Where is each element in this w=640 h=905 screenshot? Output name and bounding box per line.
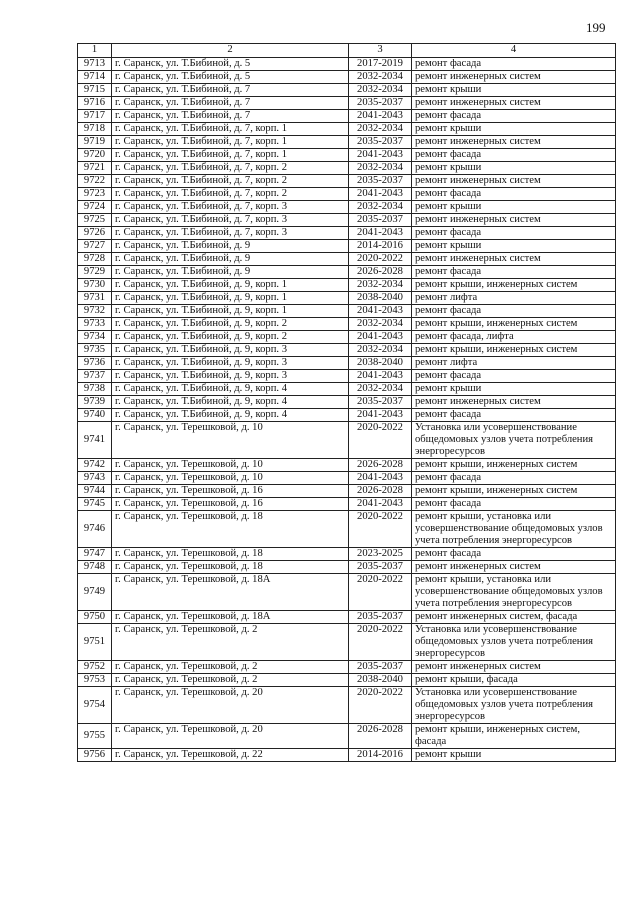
row-number-cell: 9752 <box>78 661 112 674</box>
table-row <box>78 459 616 472</box>
address-cell: г. Саранск, ул. Т.Бибиной, д. 7, корп. 3 <box>112 201 349 214</box>
period-cell: 2020-2022 <box>349 511 412 548</box>
address-cell: г. Саранск, ул. Т.Бибиной, д. 9, корп. 4 <box>112 409 349 422</box>
row-number-cell: 9724 <box>78 201 112 214</box>
row-number-cell: 9719 <box>78 136 112 149</box>
work-type-cell: ремонт крыши <box>412 162 616 175</box>
work-type-cell: ремонт фасада <box>412 370 616 383</box>
work-type-cell: ремонт фасада <box>412 149 616 162</box>
work-type-cell: ремонт фасада <box>412 266 616 279</box>
table-row <box>78 97 616 110</box>
address-cell: г. Саранск, ул. Т.Бибиной, д. 5 <box>112 58 349 71</box>
period-cell: 2041-2043 <box>349 188 412 201</box>
table-row <box>78 240 616 253</box>
row-number-cell: 9726 <box>78 227 112 240</box>
table-row <box>78 472 616 485</box>
table-row <box>78 396 616 409</box>
address-cell: г. Саранск, ул. Т.Бибиной, д. 7, корп. 1 <box>112 136 349 149</box>
row-number-cell: 9723 <box>78 188 112 201</box>
row-number-cell: 9730 <box>78 279 112 292</box>
row-number-cell: 9754 <box>78 687 112 724</box>
period-cell: 2020-2022 <box>349 422 412 459</box>
row-number-cell: 9745 <box>78 498 112 511</box>
row-number-cell: 9747 <box>78 548 112 561</box>
address-cell: г. Саранск, ул. Терешковой, д. 10 <box>112 459 349 472</box>
row-number-cell: 9753 <box>78 674 112 687</box>
table-row <box>78 162 616 175</box>
table-row <box>78 370 616 383</box>
period-cell: 2032-2034 <box>349 318 412 331</box>
address-cell: г. Саранск, ул. Т.Бибиной, д. 9, корп. 1 <box>112 292 349 305</box>
table-row <box>78 253 616 266</box>
row-number-cell: 9713 <box>78 58 112 71</box>
work-type-cell: ремонт фасада <box>412 188 616 201</box>
address-cell: г. Саранск, ул. Т.Бибиной, д. 7, корп. 3 <box>112 214 349 227</box>
period-cell: 2035-2037 <box>349 97 412 110</box>
table-row <box>78 724 616 749</box>
table-row <box>78 71 616 84</box>
table-row <box>78 123 616 136</box>
work-type-cell: ремонт фасада <box>412 58 616 71</box>
period-cell: 2041-2043 <box>349 370 412 383</box>
period-cell: 2035-2037 <box>349 214 412 227</box>
table-row <box>78 344 616 357</box>
row-number-cell: 9751 <box>78 624 112 661</box>
work-type-cell: ремонт инженерных систем, фасада <box>412 611 616 624</box>
table-row <box>78 485 616 498</box>
address-cell: г. Саранск, ул. Т.Бибиной, д. 7, корп. 3 <box>112 227 349 240</box>
column-header-work: 4 <box>412 44 616 58</box>
work-type-cell: ремонт крыши <box>412 240 616 253</box>
work-type-cell: ремонт крыши <box>412 383 616 396</box>
row-number-cell: 9733 <box>78 318 112 331</box>
period-cell: 2035-2037 <box>349 611 412 624</box>
address-cell: г. Саранск, ул. Т.Бибиной, д. 9, корп. 3 <box>112 370 349 383</box>
period-cell: 2020-2022 <box>349 574 412 611</box>
period-cell: 2041-2043 <box>349 472 412 485</box>
period-cell: 2026-2028 <box>349 485 412 498</box>
work-type-cell: ремонт инженерных систем <box>412 97 616 110</box>
table-row <box>78 227 616 240</box>
table-row <box>78 357 616 370</box>
period-cell: 2020-2022 <box>349 687 412 724</box>
period-cell: 2032-2034 <box>349 84 412 97</box>
work-type-cell: ремонт фасада <box>412 472 616 485</box>
period-cell: 2032-2034 <box>349 279 412 292</box>
table-row <box>78 175 616 188</box>
address-cell: г. Саранск, ул. Т.Бибиной, д. 9 <box>112 253 349 266</box>
period-cell: 2038-2040 <box>349 674 412 687</box>
address-cell: г. Саранск, ул. Терешковой, д. 18А <box>112 611 349 624</box>
work-type-cell: ремонт крыши <box>412 123 616 136</box>
table-row <box>78 305 616 318</box>
period-cell: 2026-2028 <box>349 459 412 472</box>
address-cell: г. Саранск, ул. Т.Бибиной, д. 9, корп. 2 <box>112 318 349 331</box>
address-cell: г. Саранск, ул. Т.Бибиной, д. 9, корп. 3 <box>112 344 349 357</box>
work-type-cell: ремонт фасада <box>412 305 616 318</box>
work-type-cell: ремонт крыши, инженерных систем <box>412 344 616 357</box>
address-cell: г. Саранск, ул. Терешковой, д. 18 <box>112 548 349 561</box>
address-cell: г. Саранск, ул. Терешковой, д. 2 <box>112 624 349 661</box>
work-type-cell: ремонт фасада <box>412 227 616 240</box>
row-number-cell: 9725 <box>78 214 112 227</box>
address-cell: г. Саранск, ул. Т.Бибиной, д. 9, корп. 4 <box>112 383 349 396</box>
row-number-cell: 9717 <box>78 110 112 123</box>
address-cell: г. Саранск, ул. Терешковой, д. 18 <box>112 561 349 574</box>
work-type-cell: Установка или усовершенствование общедомовых узлов учета потребления энергоресурсов <box>412 422 616 459</box>
period-cell: 2038-2040 <box>349 292 412 305</box>
table-body <box>78 58 616 762</box>
table-row <box>78 749 616 762</box>
table-row <box>78 383 616 396</box>
row-number-cell: 9735 <box>78 344 112 357</box>
row-number-cell: 9715 <box>78 84 112 97</box>
table-row <box>78 422 616 459</box>
period-cell: 2041-2043 <box>349 409 412 422</box>
address-cell: г. Саранск, ул. Терешковой, д. 10 <box>112 472 349 485</box>
period-cell: 2041-2043 <box>349 305 412 318</box>
address-cell: г. Саранск, ул. Терешковой, д. 16 <box>112 485 349 498</box>
period-cell: 2038-2040 <box>349 357 412 370</box>
period-cell: 2026-2028 <box>349 266 412 279</box>
period-cell: 2041-2043 <box>349 149 412 162</box>
table-row <box>78 110 616 123</box>
address-cell: г. Саранск, ул. Терешковой, д. 20 <box>112 687 349 724</box>
period-cell: 2035-2037 <box>349 661 412 674</box>
row-number-cell: 9738 <box>78 383 112 396</box>
address-cell: г. Саранск, ул. Т.Бибиной, д. 7, корп. 2 <box>112 162 349 175</box>
work-type-cell: ремонт крыши <box>412 749 616 762</box>
period-cell: 2023-2025 <box>349 548 412 561</box>
row-number-cell: 9728 <box>78 253 112 266</box>
table-row <box>78 611 616 624</box>
table-row <box>78 201 616 214</box>
address-cell: г. Саранск, ул. Т.Бибиной, д. 9, корп. 4 <box>112 396 349 409</box>
table-row <box>78 674 616 687</box>
work-type-cell: ремонт крыши, установка или усовершенствование общедомовых узлов учета потребления энергоресурсов <box>412 511 616 548</box>
table-row <box>78 511 616 548</box>
column-header-period: 3 <box>349 44 412 58</box>
row-number-cell: 9736 <box>78 357 112 370</box>
row-number-cell: 9739 <box>78 396 112 409</box>
period-cell: 2041-2043 <box>349 110 412 123</box>
work-type-cell: Установка или усовершенствование общедомовых узлов учета потребления энергоресурсов <box>412 687 616 724</box>
work-type-cell: ремонт инженерных систем <box>412 253 616 266</box>
address-cell: г. Саранск, ул. Терешковой, д. 18А <box>112 574 349 611</box>
row-number-cell: 9740 <box>78 409 112 422</box>
period-cell: 2032-2034 <box>349 383 412 396</box>
address-cell: г. Саранск, ул. Т.Бибиной, д. 7, корп. 2 <box>112 175 349 188</box>
work-type-cell: ремонт инженерных систем <box>412 136 616 149</box>
table-row <box>78 318 616 331</box>
table-row <box>78 561 616 574</box>
period-cell: 2032-2034 <box>349 344 412 357</box>
table-row <box>78 687 616 724</box>
table-row <box>78 188 616 201</box>
address-cell: г. Саранск, ул. Терешковой, д. 16 <box>112 498 349 511</box>
period-cell: 2035-2037 <box>349 561 412 574</box>
address-cell: г. Саранск, ул. Т.Бибиной, д. 9, корп. 2 <box>112 331 349 344</box>
table-row <box>78 84 616 97</box>
row-number-cell: 9714 <box>78 71 112 84</box>
repair-schedule-table <box>77 43 616 762</box>
row-number-cell: 9718 <box>78 123 112 136</box>
address-cell: г. Саранск, ул. Т.Бибиной, д. 7 <box>112 97 349 110</box>
address-cell: г. Саранск, ул. Терешковой, д. 18 <box>112 511 349 548</box>
period-cell: 2041-2043 <box>349 331 412 344</box>
address-cell: г. Саранск, ул. Т.Бибиной, д. 9, корп. 1 <box>112 279 349 292</box>
table-row <box>78 58 616 71</box>
period-cell: 2020-2022 <box>349 624 412 661</box>
row-number-cell: 9731 <box>78 292 112 305</box>
work-type-cell: ремонт крыши, фасада <box>412 674 616 687</box>
row-number-cell: 9732 <box>78 305 112 318</box>
address-cell: г. Саранск, ул. Т.Бибиной, д. 5 <box>112 71 349 84</box>
address-cell: г. Саранск, ул. Терешковой, д. 22 <box>112 749 349 762</box>
period-cell: 2035-2037 <box>349 136 412 149</box>
table-row <box>78 149 616 162</box>
table-row <box>78 136 616 149</box>
row-number-cell: 9746 <box>78 511 112 548</box>
period-cell: 2035-2037 <box>349 396 412 409</box>
work-type-cell: ремонт крыши, инженерных систем, фасада <box>412 724 616 749</box>
row-number-cell: 9749 <box>78 574 112 611</box>
row-number-cell: 9742 <box>78 459 112 472</box>
table-row <box>78 661 616 674</box>
address-cell: г. Саранск, ул. Т.Бибиной, д. 9, корп. 1 <box>112 305 349 318</box>
period-cell: 2014-2016 <box>349 240 412 253</box>
address-cell: г. Саранск, ул. Терешковой, д. 10 <box>112 422 349 459</box>
period-cell: 2020-2022 <box>349 253 412 266</box>
work-type-cell: ремонт фасада <box>412 548 616 561</box>
work-type-cell: ремонт крыши <box>412 201 616 214</box>
row-number-cell: 9721 <box>78 162 112 175</box>
row-number-cell: 9722 <box>78 175 112 188</box>
address-cell: г. Саранск, ул. Терешковой, д. 20 <box>112 724 349 749</box>
period-cell: 2032-2034 <box>349 162 412 175</box>
work-type-cell: ремонт крыши, инженерных систем <box>412 279 616 292</box>
period-cell: 2026-2028 <box>349 724 412 749</box>
work-type-cell: ремонт инженерных систем <box>412 661 616 674</box>
table-row <box>78 409 616 422</box>
work-type-cell: ремонт инженерных систем <box>412 396 616 409</box>
table-row <box>78 624 616 661</box>
address-cell: г. Саранск, ул. Т.Бибиной, д. 7, корп. 1 <box>112 123 349 136</box>
period-cell: 2041-2043 <box>349 498 412 511</box>
row-number-cell: 9744 <box>78 485 112 498</box>
work-type-cell: ремонт крыши, инженерных систем <box>412 485 616 498</box>
row-number-cell: 9756 <box>78 749 112 762</box>
address-cell: г. Саранск, ул. Т.Бибиной, д. 9 <box>112 266 349 279</box>
address-cell: г. Саранск, ул. Т.Бибиной, д. 9 <box>112 240 349 253</box>
work-type-cell: ремонт крыши <box>412 84 616 97</box>
work-type-cell: ремонт крыши, инженерных систем <box>412 459 616 472</box>
row-number-cell: 9734 <box>78 331 112 344</box>
period-cell: 2032-2034 <box>349 71 412 84</box>
work-type-cell: Установка или усовершенствование общедомовых узлов учета потребления энергоресурсов <box>412 624 616 661</box>
period-cell: 2014-2016 <box>349 749 412 762</box>
address-cell: г. Саранск, ул. Терешковой, д. 2 <box>112 674 349 687</box>
work-type-cell: ремонт крыши, инженерных систем <box>412 318 616 331</box>
row-number-cell: 9750 <box>78 611 112 624</box>
work-type-cell: ремонт лифта <box>412 357 616 370</box>
table-row <box>78 266 616 279</box>
row-number-cell: 9716 <box>78 97 112 110</box>
address-cell: г. Саранск, ул. Т.Бибиной, д. 7, корп. 1 <box>112 149 349 162</box>
table-row <box>78 574 616 611</box>
row-number-cell: 9737 <box>78 370 112 383</box>
row-number-cell: 9729 <box>78 266 112 279</box>
period-cell: 2032-2034 <box>349 201 412 214</box>
table-row <box>78 331 616 344</box>
work-type-cell: ремонт инженерных систем <box>412 175 616 188</box>
table-row <box>78 292 616 305</box>
table-row <box>78 214 616 227</box>
work-type-cell: ремонт инженерных систем <box>412 214 616 227</box>
period-cell: 2041-2043 <box>349 227 412 240</box>
table-row <box>78 498 616 511</box>
work-type-cell: ремонт лифта <box>412 292 616 305</box>
period-cell: 2035-2037 <box>349 175 412 188</box>
address-cell: г. Саранск, ул. Т.Бибиной, д. 7 <box>112 110 349 123</box>
row-number-cell: 9720 <box>78 149 112 162</box>
work-type-cell: ремонт фасада <box>412 110 616 123</box>
work-type-cell: ремонт фасада, лифта <box>412 331 616 344</box>
period-cell: 2032-2034 <box>349 123 412 136</box>
work-type-cell: ремонт крыши, установка или усовершенствование общедомовых узлов учета потребления энергоресурсов <box>412 574 616 611</box>
work-type-cell: ремонт фасада <box>412 498 616 511</box>
period-cell: 2017-2019 <box>349 58 412 71</box>
column-header-number: 1 <box>78 44 112 58</box>
page-number: 199 <box>586 20 606 35</box>
row-number-cell: 9741 <box>78 422 112 459</box>
address-cell: г. Саранск, ул. Терешковой, д. 2 <box>112 661 349 674</box>
address-cell: г. Саранск, ул. Т.Бибиной, д. 7, корп. 2 <box>112 188 349 201</box>
row-number-cell: 9748 <box>78 561 112 574</box>
table-header-row <box>78 44 616 58</box>
table-row <box>78 279 616 292</box>
address-cell: г. Саранск, ул. Т.Бибиной, д. 9, корп. 3 <box>112 357 349 370</box>
row-number-cell: 9755 <box>78 724 112 749</box>
address-cell: г. Саранск, ул. Т.Бибиной, д. 7 <box>112 84 349 97</box>
work-type-cell: ремонт инженерных систем <box>412 71 616 84</box>
column-header-address: 2 <box>112 44 349 58</box>
row-number-cell: 9743 <box>78 472 112 485</box>
work-type-cell: ремонт инженерных систем <box>412 561 616 574</box>
work-type-cell: ремонт фасада <box>412 409 616 422</box>
table-row <box>78 548 616 561</box>
row-number-cell: 9727 <box>78 240 112 253</box>
